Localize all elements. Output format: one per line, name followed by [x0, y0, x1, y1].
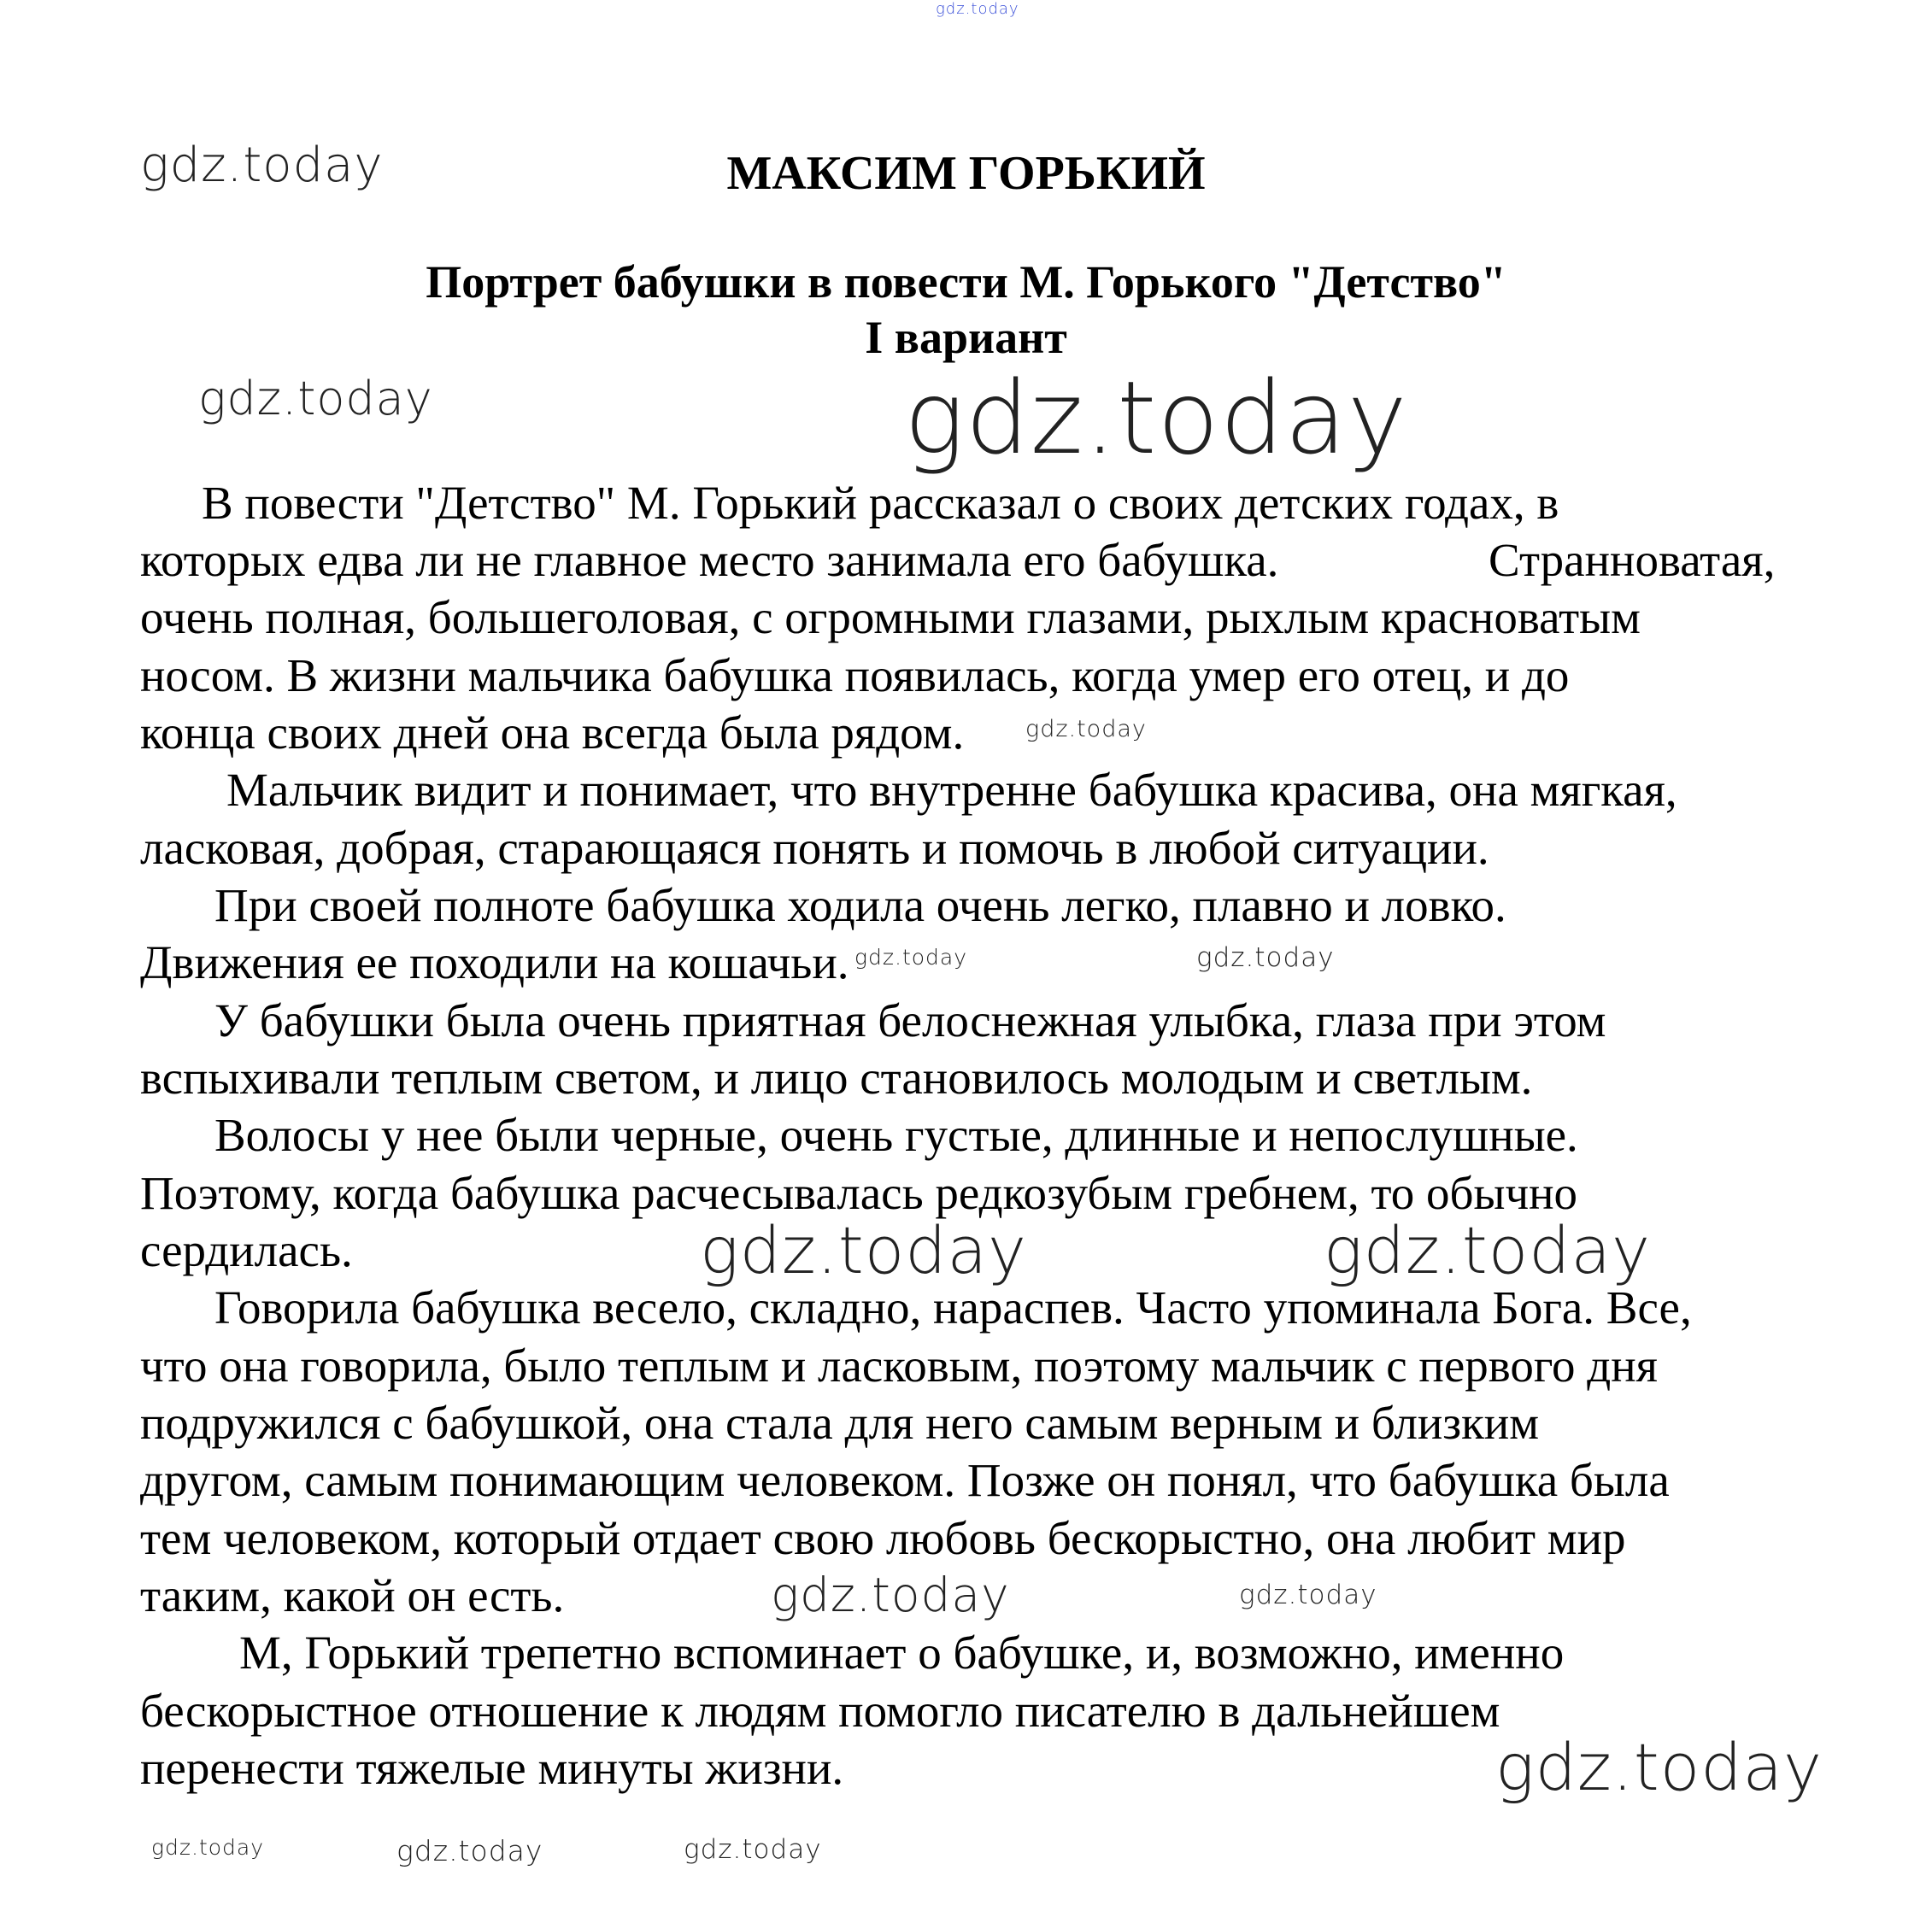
- text-line: ласковая, добрая, старающаяся понять и помочь в любой ситуации.: [140, 822, 1489, 874]
- watermark: gdz.today: [1196, 942, 1335, 973]
- watermark: gdz.today: [1324, 1212, 1651, 1288]
- text-line: вспыхивали теплым светом, и лицо становилось молодым и светлым.: [140, 1052, 1533, 1104]
- text-line: Мальчик видит и понимает, что внутренне бабушка красива, она мягкая,: [226, 764, 1677, 816]
- text-line: Волосы у нее были черные, очень густые, длинные и непослушные.: [214, 1109, 1578, 1161]
- watermark: gdz.today: [1239, 1580, 1377, 1610]
- watermark: gdz.today: [684, 1834, 822, 1865]
- text-line: конца своих дней она всегда была рядом.: [140, 706, 965, 759]
- watermark: gdz.today: [771, 1568, 1010, 1622]
- watermark: gdz.today: [936, 0, 1019, 18]
- text-line: При своей полноте бабушка ходила очень легко, плавно и ловко.: [214, 879, 1506, 931]
- text-line: которых едва ли не главное место занимала его бабушка.: [140, 534, 1279, 586]
- text-line: Движения ее походили на кошачьи.: [140, 936, 849, 988]
- watermark: gdz.today: [151, 1835, 265, 1860]
- essay-title: Портрет бабушки в повести М. Горького "Детство": [426, 256, 1506, 308]
- text-line: очень полная, большеголовая, с огромными глазами, рыхлым красноватым: [140, 591, 1641, 643]
- watermark: gdz.today: [198, 372, 433, 425]
- watermark: gdz.today: [140, 138, 384, 193]
- text-line: М, Горький трепетно вспоминает о бабушке, и, возможно, именно: [239, 1627, 1565, 1679]
- text-line: другом, самым понимающим человеком. Позже он понял, что бабушка была: [140, 1454, 1670, 1506]
- text-line: перенести тяжелые минуты жизни.: [140, 1742, 844, 1794]
- text-line: сердилась.: [140, 1224, 353, 1276]
- text-line: бескорыстное отношение к людям помогло писателю в дальнейшем: [140, 1685, 1500, 1737]
- watermark: gdz.today: [700, 1212, 1027, 1288]
- watermark: gdz.today: [1495, 1729, 1823, 1805]
- text-line: Говорила бабушка весело, складно, нараспев. Часто упоминала Бога. Все,: [214, 1281, 1692, 1334]
- author-heading: МАКСИМ ГОРЬКИЙ: [726, 147, 1206, 200]
- watermark: gdz.today: [854, 945, 968, 970]
- variant-label: I вариант: [865, 312, 1067, 363]
- text-line: носом. В жизни мальчика бабушка появилась, когда умер его отец, и до: [140, 649, 1570, 701]
- text-line: что она говорила, было теплым и ласковым, поэтому мальчик с первого дня: [140, 1340, 1658, 1392]
- text-line: Поэтому, когда бабушка расчесывалась редкозубым гребнем, то обычно: [140, 1167, 1578, 1219]
- watermark: gdz.today: [1025, 716, 1147, 742]
- watermark: gdz.today: [396, 1834, 543, 1867]
- text-line: таким, какой он есть.: [140, 1569, 565, 1621]
- text-line: У бабушки была очень приятная белоснежная улыбка, глаза при этом: [214, 994, 1606, 1046]
- watermark: gdz.today: [904, 359, 1408, 477]
- text-line: В повести "Детство" М. Горький рассказал о своих детских годах, в: [202, 477, 1559, 529]
- text-line: тем человеком, который отдает свою любовь бескорыстно, она любит мир: [140, 1512, 1626, 1564]
- text-line: подружился с бабушкой, она стала для него самым верным и близким: [140, 1397, 1540, 1449]
- text-line: Странноватая,: [1489, 534, 1776, 586]
